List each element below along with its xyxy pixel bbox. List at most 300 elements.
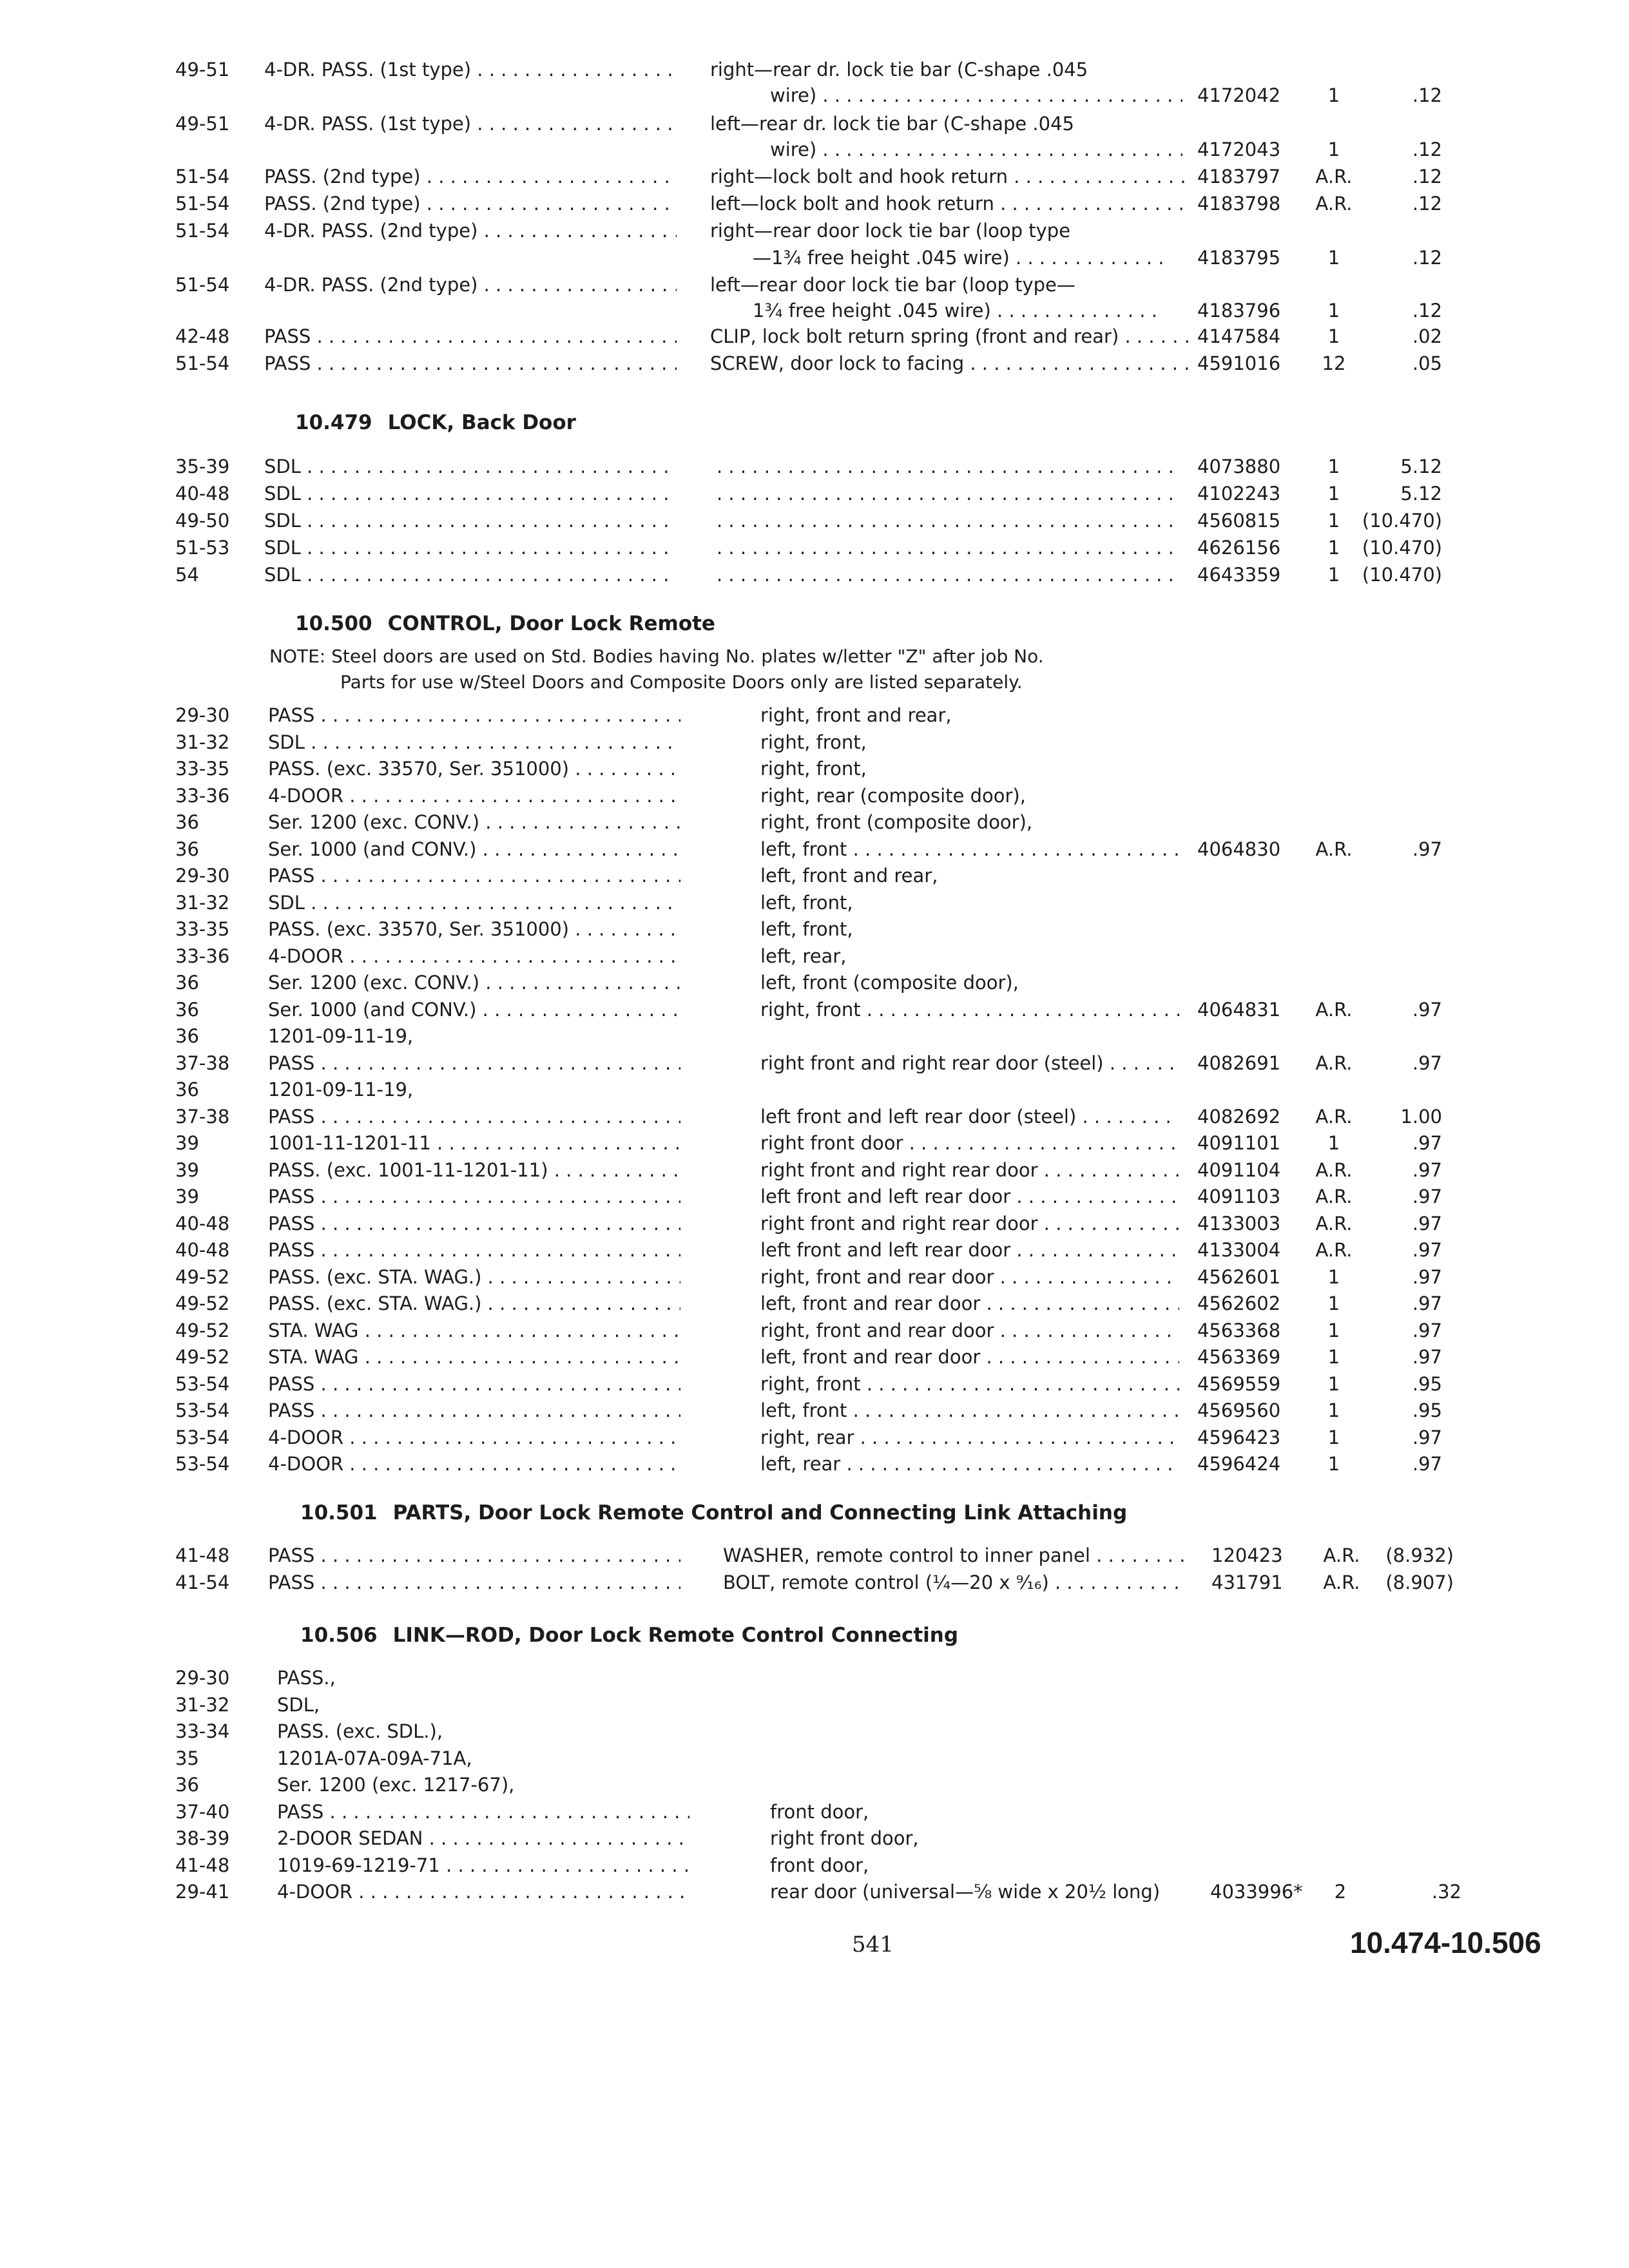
quantity: 1 <box>1327 537 1340 559</box>
part-description: right—lock bolt and hook return . . . <box>710 164 1190 189</box>
model-years: 51-54 <box>175 274 230 296</box>
parts-row <box>0 1264 1629 1293</box>
body-type: SDL . . . <box>264 562 677 588</box>
leader-dots <box>717 481 1181 506</box>
part-description: CLIP, lock bolt return spring (front and rear) . . . <box>710 323 1190 349</box>
model-years: 29-30 <box>175 1667 230 1689</box>
model-years: 38-39 <box>175 1827 230 1849</box>
part-description: right—rear dr. lock tie bar (C-shape .045 <box>710 59 1088 81</box>
body-type: SDL . . . <box>264 481 677 506</box>
body-type: PASS . . . <box>268 1371 680 1397</box>
model-years: 36 <box>175 1025 199 1047</box>
model-years: 33-36 <box>175 784 230 807</box>
model-years: 49-52 <box>175 1265 230 1288</box>
part-number: 4091103 <box>1197 1186 1281 1207</box>
body-type: 4-DR. PASS. (2nd type) . . . <box>264 272 677 298</box>
body-type: PASS . . . <box>268 1237 680 1263</box>
body-type: Ser. 1200 (exc. 1217-67), <box>277 1774 515 1796</box>
body-type: PASS. (exc. SDL.), <box>277 1720 443 1742</box>
price: .12 <box>1412 247 1442 269</box>
body-type: SDL, <box>277 1693 320 1716</box>
quantity: A.R. <box>1315 1212 1353 1235</box>
price: .12 <box>1412 84 1442 106</box>
model-years: 31-32 <box>175 1693 230 1716</box>
parts-row <box>0 137 1629 165</box>
body-type: SDL . . . <box>264 535 677 561</box>
quantity: 1 <box>1327 510 1340 532</box>
body-type: 4-DR. PASS. (2nd type) . . . <box>264 218 677 244</box>
part-number: 4562601 <box>1197 1265 1281 1288</box>
part-number: 4183795 <box>1197 247 1281 269</box>
parts-row <box>0 702 1629 731</box>
model-years: 40-48 <box>175 1239 230 1261</box>
page-number: 541 <box>852 1932 894 1957</box>
part-description: left, rear, <box>760 945 847 967</box>
price: 5.12 <box>1400 483 1442 505</box>
parts-row <box>0 191 1629 219</box>
quantity: 12 <box>1322 352 1346 374</box>
price: .97 <box>1412 1212 1442 1235</box>
quantity: 1 <box>1327 1453 1340 1475</box>
part-description: left front and left rear door . . . <box>760 1237 1179 1263</box>
parts-row <box>0 783 1629 811</box>
part-description: left, front and rear door . . . <box>760 1344 1179 1370</box>
part-description: right front door, <box>770 1827 919 1849</box>
model-years: 53-54 <box>175 1453 230 1475</box>
section-title: CONTROL, Door Lock Remote <box>387 612 715 635</box>
parts-row <box>0 1570 1629 1598</box>
price: .97 <box>1412 1239 1442 1261</box>
parts-row <box>0 1879 1629 1907</box>
part-description: right, front, <box>760 731 867 753</box>
price: (10.470) <box>1362 537 1442 559</box>
quantity: 1 <box>1327 247 1340 269</box>
body-type: PASS . . . <box>268 1570 680 1595</box>
section-number: 10.500 <box>295 612 372 635</box>
body-type: PASS. (2nd type) . . . <box>264 191 677 216</box>
body-type: PASS. (exc. 1001-11-1201-11) . . . <box>268 1157 680 1183</box>
price: 5.12 <box>1400 456 1442 477</box>
section-heading <box>295 612 715 635</box>
body-type: 4-DOOR . . . <box>277 1879 689 1905</box>
price: .97 <box>1412 1158 1442 1181</box>
model-years: 41-54 <box>175 1571 230 1593</box>
model-years: 51-54 <box>175 352 230 374</box>
model-years: 41-48 <box>175 1544 230 1566</box>
price: .97 <box>1412 1052 1442 1074</box>
quantity: A.R. <box>1315 1186 1353 1207</box>
body-type: Ser. 1200 (exc. CONV.) . . . <box>268 809 680 835</box>
price: 1.00 <box>1400 1105 1442 1128</box>
body-type: 1019-69-1219-71 . . . <box>277 1852 689 1878</box>
part-number: 4591016 <box>1197 352 1281 374</box>
note-line: NOTE: Steel doors are used on Std. Bodies having No. plates w/letter "Z" after job No. <box>269 646 1044 667</box>
parts-row <box>0 1023 1629 1052</box>
price: .32 <box>1431 1881 1461 1903</box>
body-type: Ser. 1000 (and CONV.) . . . <box>268 997 680 1023</box>
parts-row <box>0 272 1629 300</box>
price: .97 <box>1412 998 1442 1021</box>
body-type: PASS . . . <box>268 702 680 728</box>
part-description: front door, <box>770 1854 869 1876</box>
part-number: 4563368 <box>1197 1319 1281 1341</box>
part-number: 4133004 <box>1197 1239 1281 1261</box>
part-number: 4033996* <box>1210 1881 1303 1903</box>
parts-row <box>0 970 1629 998</box>
model-years: 36 <box>175 972 199 994</box>
part-number: 4643359 <box>1197 564 1281 586</box>
part-description: WASHER, remote control to inner panel . . . <box>723 1542 1187 1568</box>
part-description: right front door . . . <box>760 1130 1179 1156</box>
parts-row <box>0 1692 1629 1720</box>
model-years: 31-32 <box>175 891 230 914</box>
parts-row <box>0 1825 1629 1854</box>
parts-row <box>0 1050 1629 1079</box>
part-number: 4596424 <box>1197 1453 1281 1475</box>
model-years: 49-52 <box>175 1319 230 1341</box>
part-number: 4082692 <box>1197 1105 1281 1128</box>
model-years: 35 <box>175 1747 199 1769</box>
parts-row <box>0 82 1629 111</box>
body-type: 1201-09-11-19, <box>268 1025 414 1047</box>
price: .97 <box>1412 1346 1442 1368</box>
parts-row <box>0 1451 1629 1479</box>
part-number: 120423 <box>1211 1544 1283 1566</box>
price: .12 <box>1412 166 1442 187</box>
section-heading <box>300 1501 1127 1524</box>
quantity: A.R. <box>1315 193 1353 215</box>
model-years: 37-40 <box>175 1800 230 1823</box>
model-years: 39 <box>175 1186 199 1207</box>
price: .97 <box>1412 1186 1442 1207</box>
parts-row <box>0 1157 1629 1186</box>
parts-row <box>0 454 1629 482</box>
body-type: STA. WAG . . . <box>268 1318 680 1343</box>
part-description: left—lock bolt and hook return . . . <box>710 191 1190 216</box>
parts-row <box>0 164 1629 192</box>
part-number: 4064830 <box>1197 838 1281 860</box>
parts-row <box>0 1772 1629 1800</box>
model-years: 51-54 <box>175 220 230 242</box>
parts-row <box>0 1211 1629 1239</box>
quantity: A.R. <box>1315 166 1353 187</box>
part-number: 4172043 <box>1197 139 1281 160</box>
quantity: A.R. <box>1315 1239 1353 1261</box>
parts-row <box>0 508 1629 536</box>
quantity: 1 <box>1327 1265 1340 1288</box>
quantity: 1 <box>1327 1346 1340 1368</box>
body-type: 1001-11-1201-11 . . . <box>268 1130 680 1156</box>
part-number: 431791 <box>1211 1571 1283 1593</box>
section-title: LINK—ROD, Door Lock Remote Control Connecting <box>392 1624 959 1647</box>
part-description: left, front and rear, <box>760 865 938 887</box>
part-description: right, front . . . <box>760 1371 1179 1397</box>
model-years: 29-41 <box>175 1881 230 1903</box>
part-description: right, front and rear, <box>760 704 952 726</box>
part-description: right front and right rear door . . . <box>760 1211 1179 1236</box>
price: .12 <box>1412 139 1442 160</box>
quantity: A.R. <box>1323 1571 1360 1593</box>
part-number: 4102243 <box>1197 483 1281 505</box>
model-years: 42-48 <box>175 325 230 347</box>
parts-row <box>0 1184 1629 1212</box>
price: .97 <box>1412 838 1442 860</box>
body-type: 4-DOOR . . . <box>268 1425 680 1450</box>
parts-row <box>0 562 1629 590</box>
body-type: PASS. (2nd type) . . . <box>264 164 677 189</box>
model-years: 51-54 <box>175 193 230 215</box>
body-type: PASS . . . <box>268 1104 680 1129</box>
price: (10.470) <box>1362 564 1442 586</box>
quantity: A.R. <box>1315 838 1353 860</box>
parts-row <box>0 1237 1629 1265</box>
model-years: 51-54 <box>175 166 230 187</box>
section-number: 10.506 <box>300 1624 378 1647</box>
parts-row <box>0 323 1629 352</box>
parts-row <box>0 1425 1629 1453</box>
price: (10.470) <box>1362 510 1442 532</box>
model-years: 53-54 <box>175 1372 230 1395</box>
parts-row <box>0 1398 1629 1426</box>
part-description: right, front and rear door . . . <box>760 1318 1179 1343</box>
section-heading <box>295 411 576 434</box>
body-type: 4-DOOR . . . <box>268 943 680 969</box>
body-type: PASS. (exc. STA. WAG.) . . . <box>268 1264 680 1290</box>
quantity: 1 <box>1327 564 1340 586</box>
body-type: PASS., <box>277 1667 336 1689</box>
parts-row <box>0 1318 1629 1346</box>
quantity: 1 <box>1327 1372 1340 1395</box>
parts-row <box>0 756 1629 784</box>
price: .12 <box>1412 300 1442 322</box>
part-number: 4183798 <box>1197 193 1281 215</box>
part-description: left front and left rear door (steel) . . . <box>760 1104 1179 1129</box>
model-years: 37-38 <box>175 1052 230 1074</box>
body-type: PASS . . . <box>268 1050 680 1076</box>
part-description: left, front and rear door . . . <box>760 1291 1179 1316</box>
parts-row <box>0 1852 1629 1881</box>
body-type: 1201-09-11-19, <box>268 1079 414 1100</box>
model-years: 36 <box>175 998 199 1021</box>
model-years: 37-38 <box>175 1105 230 1128</box>
body-type: PASS . . . <box>268 1398 680 1423</box>
parts-row <box>0 1371 1629 1399</box>
body-type: 4-DR. PASS. (1st type) . . . <box>264 57 677 82</box>
body-type: 4-DR. PASS. (1st type) . . . <box>264 111 677 137</box>
quantity: 1 <box>1327 1293 1340 1314</box>
body-type: PASS. (exc. 33570, Ser. 351000) . . . <box>268 916 680 942</box>
part-number: 4147584 <box>1197 325 1281 347</box>
body-type: PASS . . . <box>264 351 677 376</box>
leader-dots <box>717 508 1181 533</box>
parts-row <box>0 863 1629 891</box>
price: .97 <box>1412 1265 1442 1288</box>
parts-row <box>0 1104 1629 1132</box>
quantity: 2 <box>1334 1881 1347 1903</box>
parts-row <box>0 997 1629 1025</box>
model-years: 51-53 <box>175 537 230 559</box>
body-type: 4-DOOR . . . <box>268 1451 680 1477</box>
part-description: right, rear . . . <box>760 1425 1179 1450</box>
part-number: 4626156 <box>1197 537 1281 559</box>
part-description-continued: 1¾ free height .045 wire) . . . <box>753 298 1165 323</box>
part-description: right front and right rear door (steel) . . . <box>760 1050 1179 1076</box>
model-years: 36 <box>175 811 199 833</box>
section-title: LOCK, Back Door <box>387 411 576 434</box>
model-years: 53-54 <box>175 1399 230 1421</box>
parts-row <box>0 1665 1629 1693</box>
note-line: Parts for use w/Steel Doors and Composite Doors only are listed separately. <box>340 671 1023 693</box>
quantity: 1 <box>1327 139 1340 160</box>
body-type: 1201A-07A-09A-71A, <box>277 1747 472 1769</box>
leader-dots <box>717 535 1181 561</box>
body-type: PASS. (exc. STA. WAG.) . . . <box>268 1291 680 1316</box>
body-type: 4-DOOR . . . <box>268 783 680 809</box>
part-description: left, rear . . . <box>760 1451 1179 1477</box>
model-years: 49-52 <box>175 1293 230 1314</box>
part-description: right, front and rear door . . . <box>760 1264 1179 1290</box>
price: .97 <box>1412 1319 1442 1341</box>
part-description: BOLT, remote control (¼—20 x ⁹⁄₁₆) . . . <box>723 1570 1187 1595</box>
part-number: 4183797 <box>1197 166 1281 187</box>
part-number: 4569560 <box>1197 1399 1281 1421</box>
model-years: 49-50 <box>175 510 230 532</box>
price: .97 <box>1412 1453 1442 1475</box>
model-years: 49-51 <box>175 113 230 135</box>
quantity: A.R. <box>1315 1052 1353 1074</box>
body-type: STA. WAG . . . <box>268 1344 680 1370</box>
part-number: 4064831 <box>1197 998 1281 1021</box>
part-description: right—rear door lock tie bar (loop type <box>710 220 1071 242</box>
parts-row <box>0 351 1629 379</box>
part-number: 4082691 <box>1197 1052 1281 1074</box>
part-description-continued: —1¾ free height .045 wire) . . . <box>753 245 1165 271</box>
price: .95 <box>1412 1372 1442 1395</box>
part-description: right, rear (composite door), <box>760 784 1026 807</box>
parts-row <box>0 836 1629 865</box>
parts-row <box>0 1130 1629 1158</box>
part-number: 4563369 <box>1197 1346 1281 1368</box>
parts-row <box>0 481 1629 509</box>
body-type: SDL . . . <box>264 508 677 533</box>
parts-row <box>0 111 1629 139</box>
parts-row <box>0 916 1629 945</box>
model-years: 49-51 <box>175 59 230 81</box>
price: .97 <box>1412 1132 1442 1154</box>
parts-row <box>0 245 1629 273</box>
body-type: Ser. 1200 (exc. CONV.) . . . <box>268 970 680 995</box>
model-years: 39 <box>175 1158 199 1181</box>
parts-row <box>0 218 1629 246</box>
parts-row <box>0 535 1629 563</box>
part-number: 4073880 <box>1197 456 1281 477</box>
price: (8.932) <box>1385 1544 1454 1566</box>
quantity: A.R. <box>1315 998 1353 1021</box>
part-number: 4133003 <box>1197 1212 1281 1235</box>
part-description-continued: wire) . . . <box>770 137 1182 162</box>
part-description: left, front, <box>760 918 853 940</box>
parts-row <box>0 1799 1629 1827</box>
quantity: A.R. <box>1315 1158 1353 1181</box>
body-type: PASS . . . <box>264 323 677 349</box>
part-number: 4091101 <box>1197 1132 1281 1154</box>
part-description: right, front, <box>760 758 867 780</box>
body-type: PASS . . . <box>268 1542 680 1568</box>
section-title: PARTS, Door Lock Remote Control and Connecting Link Attaching <box>392 1501 1128 1524</box>
section-heading <box>300 1624 958 1647</box>
price: .12 <box>1412 193 1442 215</box>
model-years: 29-30 <box>175 865 230 887</box>
parts-row <box>0 1542 1629 1571</box>
price: .05 <box>1412 352 1442 374</box>
part-description: left front and left rear door . . . <box>760 1184 1179 1209</box>
model-years: 49-52 <box>175 1346 230 1368</box>
leader-dots <box>717 454 1181 479</box>
parts-row <box>0 943 1629 972</box>
price: .97 <box>1412 1293 1442 1314</box>
quantity: 1 <box>1327 325 1340 347</box>
parts-row <box>0 298 1629 326</box>
model-years: 33-36 <box>175 945 230 967</box>
quantity: A.R. <box>1323 1544 1360 1566</box>
part-description: front door, <box>770 1800 869 1823</box>
section-range: 10.474-10.506 <box>1350 1926 1541 1959</box>
part-description: left, front (composite door), <box>760 972 1019 994</box>
parts-row <box>0 1745 1629 1774</box>
part-description: right, front (composite door), <box>760 811 1033 833</box>
section-number: 10.501 <box>300 1501 378 1524</box>
quantity: 1 <box>1327 1426 1340 1448</box>
model-years: 33-35 <box>175 758 230 780</box>
part-number: 4596423 <box>1197 1426 1281 1448</box>
parts-row <box>0 1291 1629 1319</box>
body-type: 2-DOOR SEDAN . . . <box>277 1825 689 1851</box>
part-number: 4091104 <box>1197 1158 1281 1181</box>
part-description: left, front . . . <box>760 836 1179 862</box>
body-type: PASS . . . <box>277 1799 689 1825</box>
model-years: 41-48 <box>175 1854 230 1876</box>
model-years: 36 <box>175 1774 199 1796</box>
body-type: SDL . . . <box>264 454 677 479</box>
parts-row <box>0 890 1629 918</box>
model-years: 54 <box>175 564 199 586</box>
part-description: right, front . . . <box>760 997 1179 1023</box>
body-type: PASS . . . <box>268 1184 680 1209</box>
part-description: rear door (universal—⅝ wide x 20½ long) <box>770 1881 1161 1903</box>
model-years: 33-35 <box>175 918 230 940</box>
model-years: 31-32 <box>175 731 230 753</box>
part-description: left—rear door lock tie bar (loop type— <box>710 274 1075 296</box>
leader-dots <box>717 562 1181 588</box>
model-years: 35-39 <box>175 456 230 477</box>
body-type: SDL . . . <box>268 729 680 755</box>
price: .95 <box>1412 1399 1442 1421</box>
model-years: 36 <box>175 1079 199 1100</box>
parts-row <box>0 1718 1629 1747</box>
price: .02 <box>1412 325 1442 347</box>
parts-row <box>0 1344 1629 1372</box>
parts-row <box>0 809 1629 838</box>
parts-row <box>0 729 1629 758</box>
part-number: 4562602 <box>1197 1293 1281 1314</box>
body-type: Ser. 1000 (and CONV.) . . . <box>268 836 680 862</box>
quantity: 1 <box>1327 300 1340 322</box>
quantity: 1 <box>1327 84 1340 106</box>
parts-row <box>0 57 1629 85</box>
body-type: PASS . . . <box>268 863 680 889</box>
part-description: SCREW, door lock to facing . . . <box>710 351 1190 376</box>
model-years: 40-48 <box>175 483 230 505</box>
